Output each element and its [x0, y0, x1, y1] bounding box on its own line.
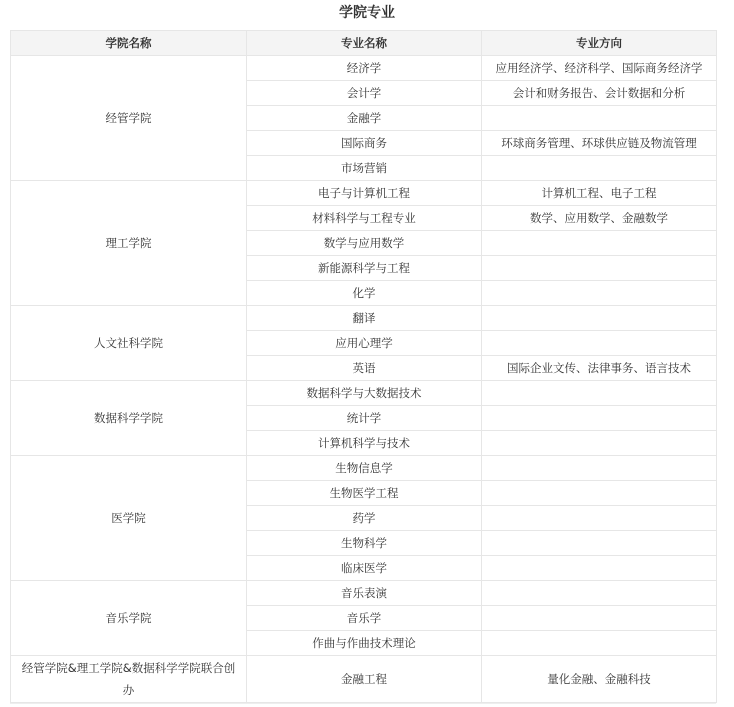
header-college-name: 学院名称	[11, 31, 247, 56]
major-direction-cell	[482, 256, 717, 281]
major-direction-cell	[482, 631, 717, 656]
college-majors-table	[10, 30, 717, 703]
major-name-cell: 音乐表演	[247, 581, 482, 606]
major-name-cell: 金融学	[247, 106, 482, 131]
major-direction-cell	[482, 481, 717, 506]
major-direction-cell	[482, 581, 717, 606]
table-row	[11, 56, 717, 81]
college-name-cell: 理工学院	[11, 181, 247, 306]
header-major-direction: 专业方向	[482, 31, 717, 56]
major-name-cell: 应用心理学	[247, 331, 482, 356]
college-name-cell: 音乐学院	[11, 581, 247, 656]
major-name-cell: 金融工程	[247, 656, 482, 703]
major-direction-cell	[482, 606, 717, 631]
major-name-cell: 临床医学	[247, 556, 482, 581]
major-name-cell: 会计学	[247, 81, 482, 106]
major-name-cell: 电子与计算机工程	[247, 181, 482, 206]
major-direction-cell	[482, 506, 717, 531]
major-name-cell: 生物医学工程	[247, 481, 482, 506]
major-direction-cell: 数学、应用数学、金融数学	[482, 206, 717, 231]
page-title: 学院专业	[339, 5, 395, 21]
table-row	[11, 456, 717, 481]
major-name-cell: 计算机科学与技术	[247, 431, 482, 456]
major-direction-cell	[482, 381, 717, 406]
bottom-divider	[10, 703, 716, 704]
major-name-cell: 市场营销	[247, 156, 482, 181]
major-direction-cell	[482, 406, 717, 431]
major-name-cell: 英语	[247, 356, 482, 381]
college-name-cell: 人文社科学院	[11, 306, 247, 381]
table-header-row	[11, 31, 717, 56]
table-row	[11, 181, 717, 206]
major-direction-cell	[482, 281, 717, 306]
major-direction-cell	[482, 431, 717, 456]
major-name-cell: 统计学	[247, 406, 482, 431]
table-row	[11, 581, 717, 606]
major-name-cell: 生物信息学	[247, 456, 482, 481]
major-direction-cell: 国际企业文传、法律事务、语言技术	[482, 356, 717, 381]
major-direction-cell: 环球商务管理、环球供应链及物流管理	[482, 131, 717, 156]
major-direction-cell	[482, 456, 717, 481]
major-direction-cell	[482, 556, 717, 581]
major-direction-cell: 应用经济学、经济科学、国际商务经济学	[482, 56, 717, 81]
table-body	[11, 56, 717, 703]
major-direction-cell: 计算机工程、电子工程	[482, 181, 717, 206]
major-name-cell: 作曲与作曲技术理论	[247, 631, 482, 656]
major-name-cell: 音乐学	[247, 606, 482, 631]
major-name-cell: 材料科学与工程专业	[247, 206, 482, 231]
major-name-cell: 国际商务	[247, 131, 482, 156]
table-row	[11, 306, 717, 331]
college-name-cell: 医学院	[11, 456, 247, 581]
college-name-cell: 经管学院&理工学院&数据科学学院联合创办	[11, 656, 247, 703]
major-direction-cell	[482, 306, 717, 331]
major-direction-cell	[482, 331, 717, 356]
major-direction-cell	[482, 156, 717, 181]
major-direction-cell: 量化金融、金融科技	[482, 656, 717, 703]
major-direction-cell	[482, 531, 717, 556]
major-name-cell: 经济学	[247, 56, 482, 81]
major-name-cell: 化学	[247, 281, 482, 306]
table-row	[11, 656, 717, 703]
major-name-cell: 药学	[247, 506, 482, 531]
major-name-cell: 生物科学	[247, 531, 482, 556]
college-name-cell: 经管学院	[11, 56, 247, 181]
header-major-name: 专业名称	[247, 31, 482, 56]
major-name-cell: 翻译	[247, 306, 482, 331]
table-row	[11, 381, 717, 406]
major-name-cell: 数学与应用数学	[247, 231, 482, 256]
college-name-cell: 数据科学学院	[11, 381, 247, 456]
major-name-cell: 数据科学与大数据技术	[247, 381, 482, 406]
major-direction-cell	[482, 231, 717, 256]
major-direction-cell	[482, 106, 717, 131]
major-direction-cell: 会计和财务报告、会计数据和分析	[482, 81, 717, 106]
major-name-cell: 新能源科学与工程	[247, 256, 482, 281]
